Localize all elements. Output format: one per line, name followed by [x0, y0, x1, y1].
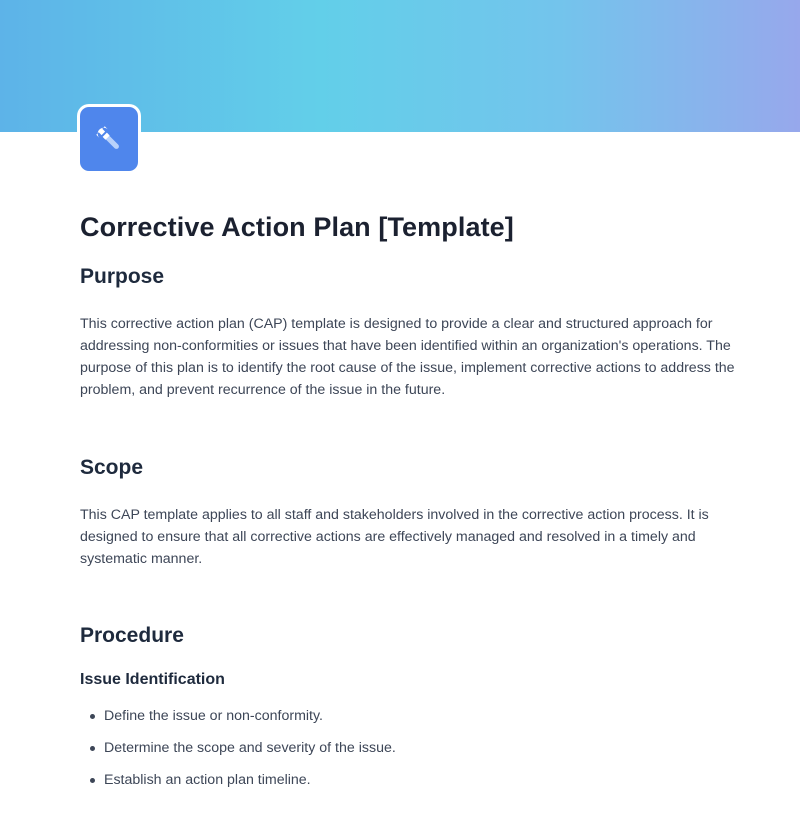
issue-identification-list — [80, 705, 740, 791]
list-item: Establish an action plan timeline. — [80, 769, 740, 791]
purpose-paragraph: This corrective action plan (CAP) template is designed to provide a clear and structured approach for addressing non-conformities or issues that have been identified within an organization's operations. The purpose of this plan is to identify the root cause of the issue, implement corrective actions to address the problem, and prevent recurrence of the issue in the future. — [80, 316, 735, 398]
scope-heading: Scope — [80, 456, 144, 479]
page-icon[interactable] — [77, 104, 141, 174]
purpose-heading: Purpose — [80, 265, 165, 288]
issue-identification-heading: Issue Identification — [80, 671, 225, 688]
list-item: Define the issue or non-conformity. — [80, 705, 740, 727]
page-title: Corrective Action Plan [Template] — [80, 212, 514, 242]
procedure-heading: Procedure — [80, 624, 184, 647]
list-item: Determine the scope and severity of the issue. — [80, 737, 740, 759]
page-icon-tile — [80, 107, 138, 171]
wrench-icon — [92, 122, 126, 156]
scope-paragraph: This CAP template applies to all staff and stakeholders involved in the corrective action process. It is designed to ensure that all corrective actions are effectively managed and resolved in a timely and systematic manner. — [80, 507, 709, 567]
document-body — [80, 208, 740, 791]
